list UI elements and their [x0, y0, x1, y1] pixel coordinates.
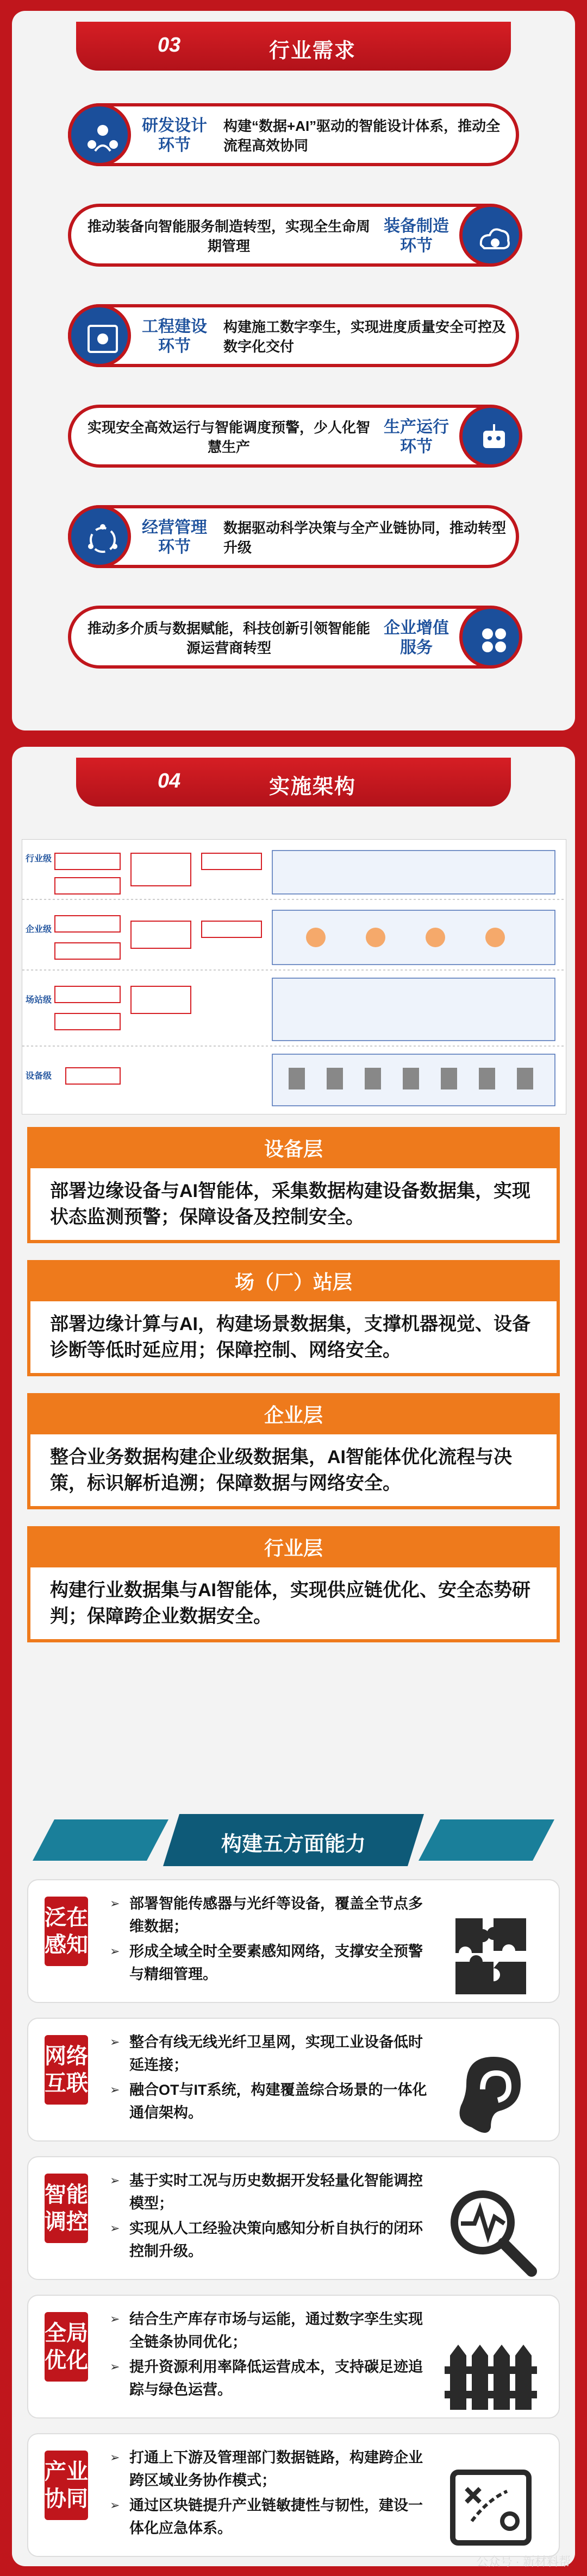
- five-capabilities-header: [33, 1814, 554, 1866]
- demand-row: [68, 103, 519, 166]
- demand-description: 构建施工数字孪生，实现进度质量安全可控及数字化交付: [223, 319, 507, 355]
- layer-box: [27, 1526, 560, 1642]
- layer-title: 行业层: [30, 1529, 557, 1567]
- capability-tag: 网络 互联: [45, 2035, 88, 2105]
- section-03-header: [76, 22, 511, 71]
- capability-tag: 智能 调控: [45, 2174, 88, 2243]
- level-label-industry: 行业级: [26, 854, 52, 864]
- grid-icon: [459, 606, 522, 669]
- capability-card: [27, 2433, 560, 2557]
- level-label-enterprise: 企业级: [26, 925, 52, 934]
- capability-item: ➢ 部署智能传感器与光纤等设备，覆盖全节点多维数据；: [110, 1892, 436, 1938]
- capability-list: [110, 2031, 436, 2126]
- layer-body: 部署边缘设备与AI智能体，采集数据构建设备数据集，实现状态监测预警；保障设备及控制安全。: [50, 1181, 530, 1227]
- layer-body: 构建行业数据集与AI智能体，实现供应链优化、安全态势研判；保障跨企业数据安全。: [50, 1580, 530, 1627]
- capability-list: [110, 2169, 436, 2265]
- level-label-station: 场站级: [26, 996, 52, 1005]
- section-title: 实施架构: [269, 776, 357, 798]
- strategy-board-icon: [445, 2461, 537, 2554]
- puzzle-icon: [445, 1907, 537, 2000]
- demand-description: 数据驱动科学决策与全产业链协同，推动转型升级: [223, 520, 507, 556]
- layer-body: 部署边缘计算与AI，构建场景数据集，支撑机器视觉、设备诊断等低时延应用；保障控制、网络安全。: [50, 1314, 530, 1361]
- demand-row: [68, 405, 519, 468]
- capability-card: [27, 1879, 560, 2003]
- capability-list: [110, 1892, 436, 1988]
- demand-label: 装备制造 环节: [384, 217, 449, 255]
- layer-body: 整合业务数据构建企业级数据集，AI智能体优化流程与决策，标识解析追溯；保障数据与网络安全。: [50, 1447, 512, 1494]
- robot-icon: [459, 405, 522, 468]
- capability-tag: 全局 优化: [45, 2312, 88, 2382]
- people-network-icon: [68, 103, 131, 166]
- demand-row: [68, 606, 519, 669]
- architecture-diagram: [22, 839, 566, 1114]
- section-number: 03: [158, 34, 181, 56]
- demand-label: 工程建设 环节: [142, 318, 207, 355]
- section-number: 04: [158, 770, 181, 792]
- demand-label: 研发设计 环节: [142, 117, 207, 154]
- capability-item: ➢ 实现从人工经验决策向感知分析自执行的闭环控制升级。: [110, 2217, 436, 2263]
- capability-tag: 产业 协同: [45, 2451, 88, 2520]
- capability-item: ➢ 基于实时工况与历史数据开发轻量化智能调控模型；: [110, 2169, 436, 2215]
- layer-box: [27, 1260, 560, 1376]
- demand-label: 经营管理 环节: [142, 519, 207, 556]
- demand-description: 构建“数据+AI”驱动的智能设计体系，推动全流程高效协同: [223, 118, 501, 154]
- capability-item: ➢ 通过区块链提升产业链敏捷性与韧性，建设一体化应急体系。: [110, 2494, 436, 2540]
- layer-title: 企业层: [30, 1396, 557, 1434]
- safe-icon: [68, 304, 131, 367]
- demand-row: [68, 204, 519, 267]
- demand-row: [68, 505, 519, 568]
- section-04-header: [76, 758, 511, 807]
- layer-title: 场（厂）站层: [30, 1263, 557, 1301]
- capability-item: ➢ 提升资源利用率降低运营成本，支持碳足迹追踪与绿色运营。: [110, 2355, 436, 2401]
- level-label-device: 设备级: [26, 1072, 52, 1081]
- watermark: 公众号 · 新材料帮: [476, 2555, 571, 2568]
- demand-row: [68, 304, 519, 367]
- capability-item: ➢ 形成全域全时全要素感知网络，支撑安全预警与精细管理。: [110, 1940, 436, 1986]
- capability-card: [27, 2018, 560, 2142]
- capability-card: [27, 2156, 560, 2280]
- capability-item: ➢ 打通上下游及管理部门数据链路，构建跨企业跨区域业务协作模式；: [110, 2446, 436, 2492]
- ear-icon: [445, 2046, 537, 2138]
- capability-item: ➢ 结合生产库存市场与运能，通过数字孪生实现全链条协同优化；: [110, 2308, 436, 2353]
- demand-label: 企业增值 服务: [384, 619, 449, 657]
- capability-item: ➢ 整合有线无线光纤卫星网，实现工业设备低时延连接；: [110, 2031, 436, 2076]
- five-capabilities-title: 构建五方面能力: [221, 1833, 366, 1856]
- demand-label: 生产运行 环节: [384, 418, 449, 456]
- capability-tag: 泛在 感知: [45, 1897, 88, 1966]
- magnifier-pulse-icon: [445, 2184, 537, 2277]
- demand-description: 推动多介质与数据赋能，科技创新引领智能能源运营商转型: [88, 620, 371, 656]
- demand-description: 推动装备向智能服务制造转型，实现全生命周期管理: [88, 218, 371, 254]
- section-title: 行业需求: [269, 40, 357, 62]
- capability-card: [27, 2295, 560, 2418]
- fence-icon: [445, 2323, 537, 2415]
- capability-list: [110, 2446, 436, 2542]
- cycle-icon: [68, 505, 131, 568]
- capability-item: ➢ 融合OT与IT系统，构建覆盖综合场景的一体化通信架构。: [110, 2079, 436, 2124]
- capability-list: [110, 2308, 436, 2403]
- layer-box: [27, 1127, 560, 1243]
- layer-title: 设备层: [30, 1130, 557, 1168]
- layer-box: [27, 1393, 560, 1509]
- demand-description: 实现安全高效运行与智能调度预警，少人化智慧生产: [88, 419, 371, 455]
- cloud-gear-icon: [459, 204, 522, 267]
